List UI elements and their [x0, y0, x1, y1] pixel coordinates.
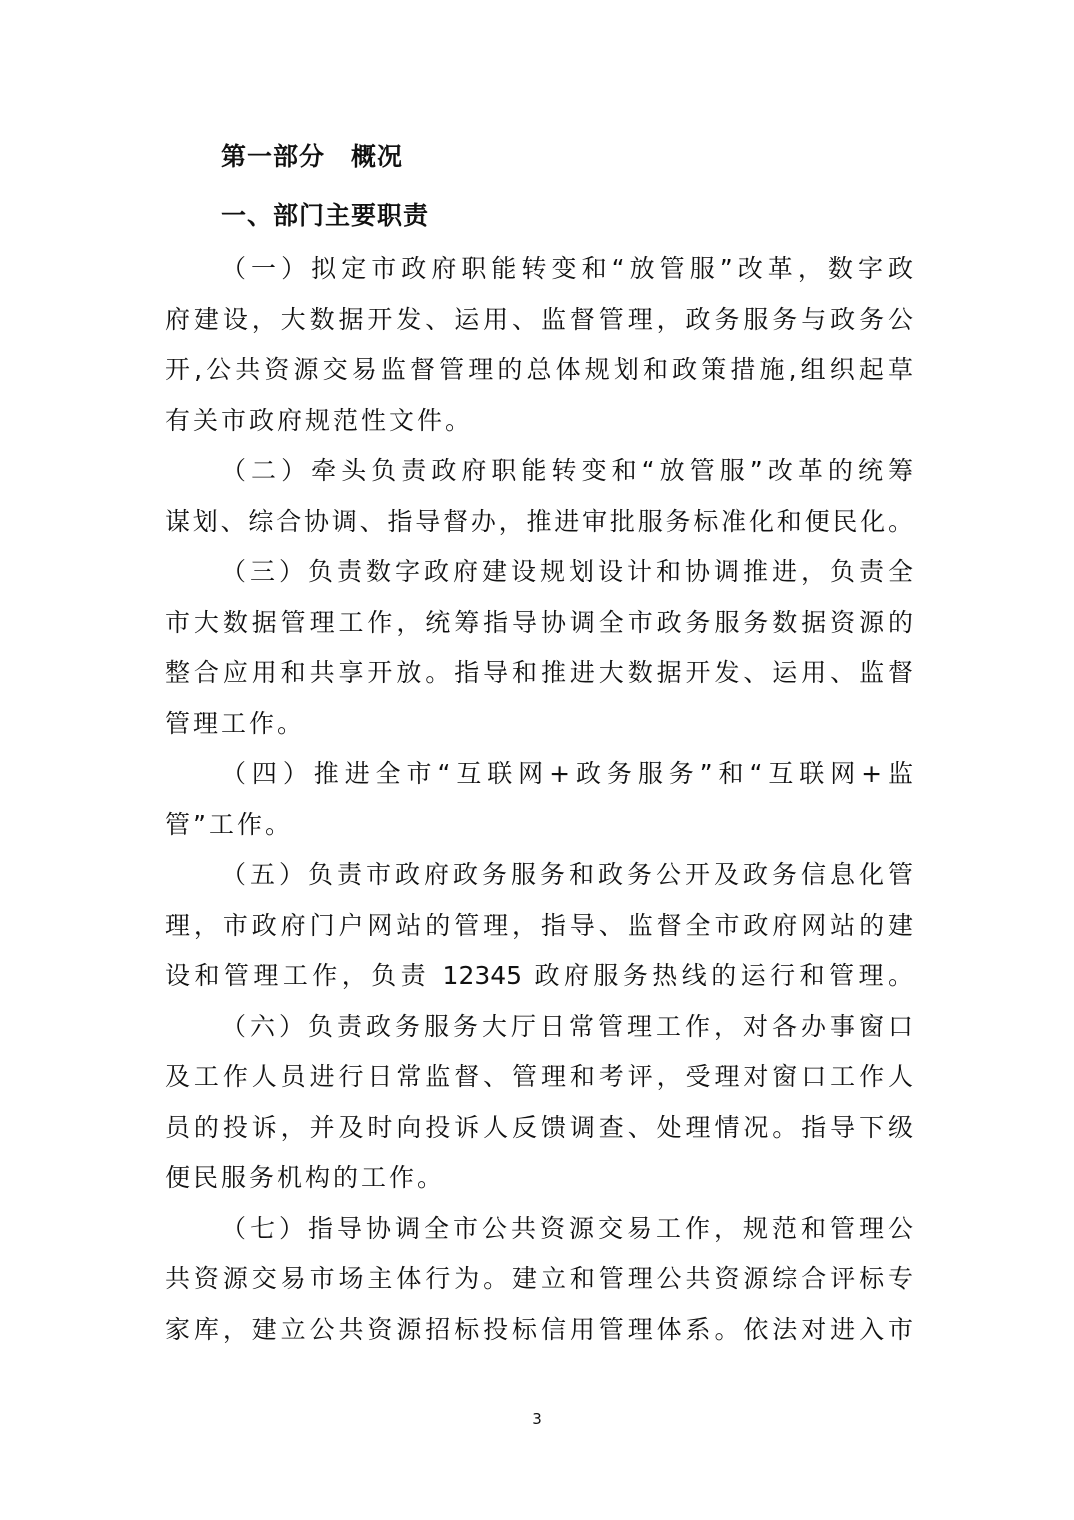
paragraph-line: 有关市政府规范性文件。	[165, 406, 474, 435]
paragraph-line: 管”工作。	[165, 810, 293, 839]
paragraph-line: 管理工作。	[165, 709, 306, 738]
paragraph-line: 市大数据管理工作，统筹指导协调全市政务服务数据资源的	[165, 608, 913, 637]
paragraph-line: （四）推进全市“互联网+政务服务”和“互联网+监	[221, 759, 913, 788]
paragraph-line: 及工作人员进行日常监督、管理和考评，受理对窗口工作人	[165, 1062, 913, 1091]
paragraph-line: 理，市政府门户网站的管理，指导、监督全市政府网站的建	[165, 911, 913, 940]
paragraph-line: 家库，建立公共资源招标投标信用管理体系。依法对进入市	[165, 1315, 913, 1344]
part-title: 第一部分 概况	[221, 142, 404, 171]
paragraph-line: 便民服务机构的工作。	[165, 1163, 446, 1192]
section-title: 一、部门主要职责	[221, 201, 430, 230]
paragraph-line: 设和管理工作，负责 12345 政府服务热线的运行和管理。	[165, 961, 913, 990]
page-number: 3	[532, 1410, 542, 1428]
paragraph-line: （七）指导协调全市公共资源交易工作，规范和管理公	[221, 1214, 913, 1243]
paragraph-line: （二）牵头负责政府职能转变和“放管服”改革的统筹	[221, 456, 913, 485]
paragraph-line: 府建设，大数据开发、运用、监督管理，政务服务与政务公	[165, 305, 913, 334]
paragraph-line: 谋划、综合协调、指导督办，推进审批服务标准化和便民化。	[165, 507, 913, 536]
paragraph-line: （六）负责政务服务大厅日常管理工作，对各办事窗口	[221, 1012, 913, 1041]
paragraph-line: 员的投诉，并及时向投诉人反馈调查、处理情况。指导下级	[165, 1113, 913, 1142]
paragraph-line: （一）拟定市政府职能转变和“放管服”改革，数字政	[221, 254, 913, 283]
paragraph-line: （五）负责市政府政务服务和政务公开及政务信息化管	[221, 860, 913, 889]
paragraph-line: 整合应用和共享开放。指导和推进大数据开发、运用、监督	[165, 658, 913, 687]
paragraph-line: 共资源交易市场主体行为。建立和管理公共资源综合评标专	[165, 1264, 913, 1293]
paragraph-line: （三）负责数字政府建设规划设计和协调推进，负责全	[221, 557, 913, 586]
paragraph-line: 开,公共资源交易监督管理的总体规划和政策措施,组织起草	[165, 355, 913, 384]
